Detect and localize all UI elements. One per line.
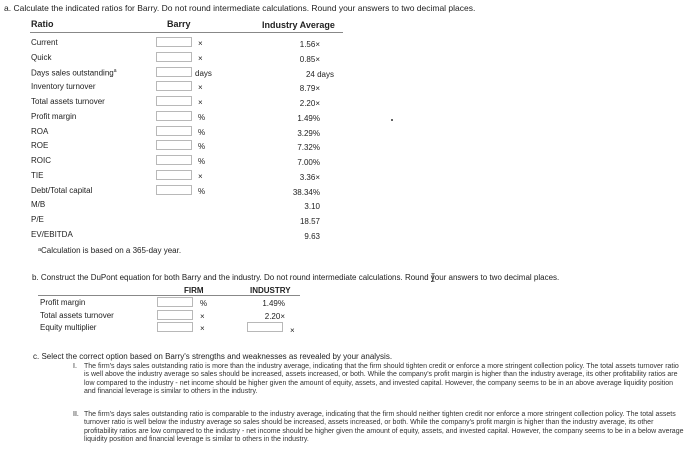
firm-unit-label: × [200,311,205,321]
unit-label: % [198,112,206,122]
header-divider [30,32,343,33]
barry-ratio-input[interactable] [156,155,192,165]
industry-average-value: 1.56× [299,40,320,49]
barry-ratio-input[interactable] [156,81,192,91]
ratio-label: Current [31,38,58,47]
firm-dupont-input[interactable] [157,322,193,332]
option-1-number: I. [73,363,77,370]
column-header-industry: INDUSTRY [250,286,291,295]
ratio-label: M/B [31,200,46,210]
column-header-ratio: Ratio [31,19,54,29]
ratio-label: Quick [31,52,52,62]
unit-label: × [198,83,203,93]
industry-unit-label: × [290,326,295,335]
barry-ratio-input[interactable] [156,185,192,195]
unit-label: % [198,127,206,137]
barry-ratio-input[interactable] [156,111,192,121]
barry-ratio-input[interactable] [156,96,192,106]
ratio-label: Debt/Total capital [31,185,93,195]
barry-ratio-input[interactable] [156,67,192,77]
industry-average-value: 3.10 [304,202,320,212]
dupont-label: Profit margin [40,298,86,307]
industry-average-value: 3.29% [297,128,320,138]
barry-ratio-input[interactable] [156,52,192,62]
ratio-label: Inventory turnover [31,82,96,92]
firm-unit-label: × [200,324,205,333]
column-header-barry: Barry [167,19,191,29]
industry-average-value: 1.49% [297,113,320,123]
firm-dupont-input[interactable] [157,297,193,307]
unit-label: × [198,39,203,48]
barry-ratio-input[interactable] [156,140,192,150]
industry-average-value: 38.34% [292,187,320,197]
footnote-marker: a [113,67,117,74]
industry-average-value: 9.63 [304,231,320,241]
ratio-label: Total assets turnover [31,97,105,106]
industry-average-value: 0.85× [299,54,320,64]
industry-average-value: 18.57 [299,217,320,226]
industry-average-value: 2.20× [299,99,320,108]
ratio-label: ROA [31,126,49,136]
footnote: ᵃCalculation is based on a 365-day year. [38,246,182,255]
ratio-label: ROIC [31,156,51,165]
industry-dupont-value: 1.49% [262,299,285,308]
ratio-label: Days sales outstanding$^a$ [31,67,117,78]
option-2-text[interactable]: The firm's days sales outstanding ratio is comparable to the industry average, indicating that the firm should neither tighten credit nor enforce a more stringent collection policy. The total assets turnover ratio is well below the industry average so sales should be increased, assets increased, or both. While the company's profit margin is higher than the industry average, its other profitability ratios are low compared to the industry - net income should be higher given the amount of equity, assets, and invested capital. However, the company seems to be in a below average liquidity position and financial leverage is similar to others in the industry. [84,411,684,443]
ratio-label: EV/EBITDA [31,229,73,239]
dupont-label: Total assets turnover [40,310,114,320]
ratio-label: ROE [31,141,49,151]
ratio-label: Profit margin [31,111,77,121]
option-1-text[interactable]: The firm's days sales outstanding ratio is more than the industry average, indicating that the firm should tighten credit or enforce a more stringent collection policy. The total assets turnover ratio is well above the industry average so sales should be increased, assets increased, or both. While the company's profit margin is higher than the industry average, its other profitability ratios are low compared to the industry - net income should be higher given the amount of equity, assets, and invested capital. However, the company seems to be in an above average liquidity position and financial leverage is similar to others in the industry. [84,363,679,395]
part-c-instruction: c. Select the correct option based on Barry's strengths and weaknesses as revealed by your analysis. [33,352,393,361]
option-2-number: II. [73,411,79,418]
part-b-instruction: b. Construct the DuPont equation for both Barry and the industry. Do not round intermediate calculations. Round your answers to two decimal places. [32,273,560,282]
stray-dot [391,119,393,121]
unit-label: × [198,53,203,63]
barry-ratio-input[interactable] [156,37,192,47]
industry-average-value: 7.00% [297,158,320,167]
unit-label: × [198,98,203,107]
part-a-instruction: a. Calculate the indicated ratios for Barry. Do not round intermediate calculations. Round your answers to two decimal places. [4,3,476,13]
dupont-header-divider [38,295,300,296]
industry-average-value: 24 days [305,69,334,79]
dupont-label: Equity multiplier [40,323,97,332]
industry-average-value: 8.79× [299,84,320,94]
industry-dupont-value: 2.20× [264,311,285,321]
industry-average-value: 7.32% [297,143,320,153]
column-header-industry-average: Industry Average [262,20,335,30]
ratio-label: TIE [31,170,44,180]
unit-label: × [198,171,203,181]
industry-dupont-input[interactable] [247,322,283,332]
column-header-firm: FIRM [184,286,204,295]
firm-dupont-input[interactable] [157,310,193,320]
barry-ratio-input[interactable] [156,170,192,180]
industry-average-value: 3.36× [299,172,320,182]
ratio-label: P/E [31,215,44,224]
firm-unit-label: % [200,299,208,308]
unit-label: % [198,142,206,152]
barry-ratio-input[interactable] [156,126,192,136]
unit-label: days [195,68,212,78]
unit-label: % [198,186,206,196]
unit-label: % [198,157,206,166]
text-cursor-icon [430,273,436,282]
